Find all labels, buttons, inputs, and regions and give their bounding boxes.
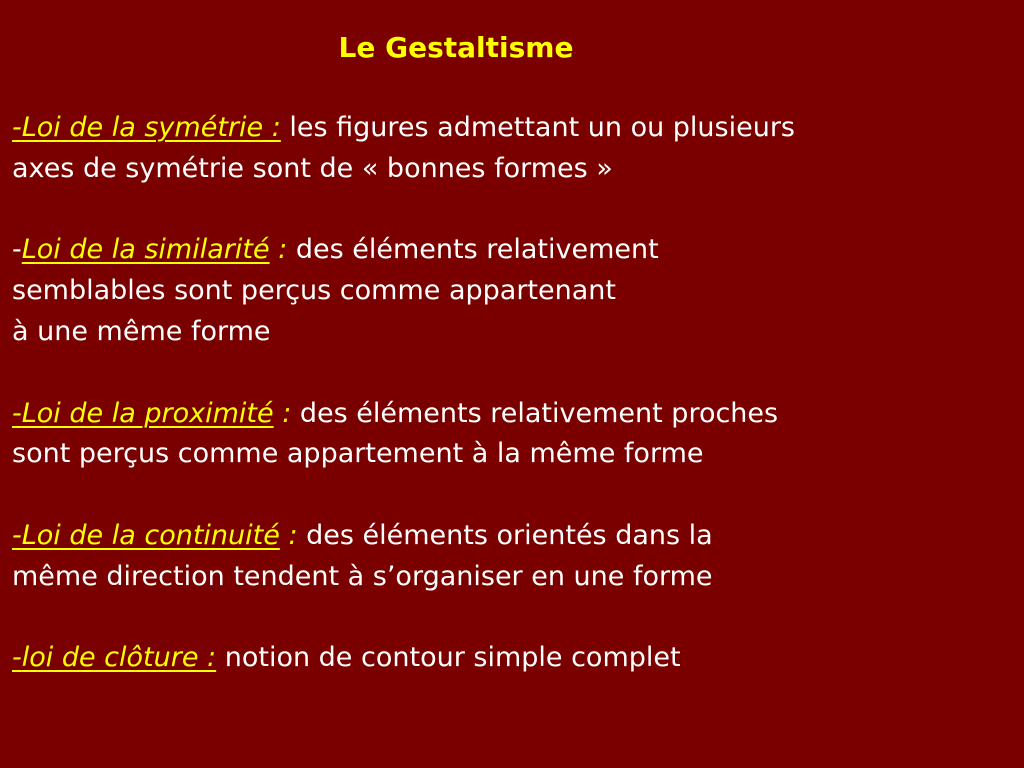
law-description-continued: semblables sont perçus comme appartenant (12, 275, 616, 307)
law-dash: - (12, 234, 22, 266)
law-description-continued: sont perçus comme appartement à la même forme (12, 438, 704, 470)
law-description-continued: même direction tendent à s’organiser en une forme (12, 560, 713, 592)
law-description-continued: axes de symétrie sont de « bonnes formes » (12, 152, 613, 184)
law-description: les figures admettant un ou plusieurs (280, 112, 795, 143)
law-description: notion de contour simple complet (216, 642, 681, 674)
law-name: Loi de la continuité (21, 519, 280, 551)
law-paragraph-proximite (12, 394, 1012, 476)
law-first-line (12, 108, 1012, 149)
law-first-line (12, 394, 1012, 435)
law-name: Loi de la proximité (21, 397, 274, 429)
law-name: loi de clôture : (21, 642, 217, 674)
slide-title: Le Gestaltisme (338, 31, 574, 64)
law-paragraph-symetrie (12, 108, 1012, 190)
slide-body (12, 108, 1012, 720)
law-name: Loi de la symétrie : (21, 112, 281, 143)
law-dash: - (12, 397, 22, 429)
law-colon: : (269, 234, 288, 266)
law-colon: : (279, 519, 298, 551)
law-colon: : (273, 397, 292, 429)
law-first-line (12, 516, 1012, 557)
law-description: des éléments orientés dans la (297, 519, 713, 551)
law-dash: - (12, 642, 22, 674)
law-dash: - (12, 519, 22, 551)
law-dash: - (12, 112, 22, 143)
law-paragraph-similarite (12, 230, 1012, 352)
law-description: des éléments relativement proches (291, 397, 779, 429)
law-paragraph-continuite (12, 516, 1012, 598)
law-first-line (12, 230, 1012, 271)
law-first-line (12, 638, 1012, 679)
law-name: Loi de la similarité (21, 234, 270, 266)
law-description: des éléments relativement (287, 234, 659, 266)
law-paragraph-cloture (12, 638, 1012, 679)
law-description-continued: à une même forme (12, 315, 271, 347)
